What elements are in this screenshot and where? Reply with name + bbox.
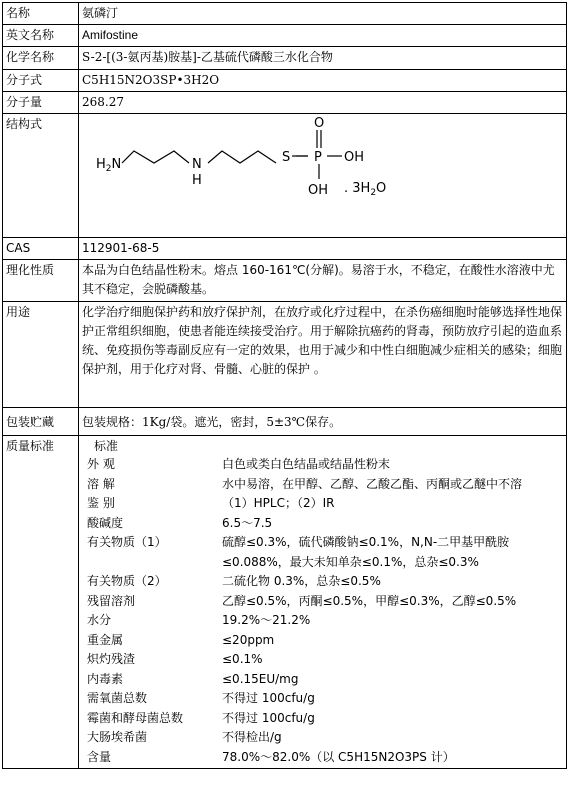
row-cas	[3, 238, 567, 260]
quality-item-value: 硫醇≤0.3%，硫代磷酸钠≤0.1%，N,N-二甲基甲酰胺≤0.088%，最大未知单杂≤0.1%，总杂≤0.3%	[222, 535, 510, 569]
quality-item-value: 水中易溶，在甲醇、乙醇、乙酸乙酯、丙酮或乙醚中不溶	[222, 476, 523, 491]
label-formula: 分子式	[3, 70, 79, 92]
quality-item-name: 残留溶剂	[87, 593, 136, 608]
value-quality	[79, 436, 567, 769]
value-cas: 112901-68-5	[79, 238, 567, 260]
quality-item-value: 白色或类白色结晶或结晶性粉末	[222, 457, 391, 471]
value-usage: 化学治疗细胞保护药和放疗保护剂，在放疗或化疗过程中，在杀伤癌细胞时能够选择性地保护正常组织细胞，使患者能连续接受治疗。用于解除抗癌药的肾毒，预防放疗引起的造血系统、免疫损伤等毒副反应有一定的效果，也用于减少和中性白细胞减少症相关的感染；细胞保护剂，用于化疗对肾、骨髓、心脏的保护 。	[79, 302, 567, 408]
quality-item-name: 含量	[87, 749, 112, 764]
quality-item-value: ≤0.15EU/mg	[222, 671, 299, 686]
label-cas: CAS	[3, 238, 79, 260]
quality-item-name: 内毒素	[87, 671, 124, 686]
quality-heading: 标准	[94, 439, 119, 453]
row-formula	[3, 70, 567, 92]
label-quality: 质量标准	[3, 436, 79, 769]
quality-item-name: 鉴 别	[87, 496, 115, 510]
quality-item-name: 有关物质（1）	[87, 535, 167, 549]
quality-item-name: 外 观	[87, 457, 115, 471]
quality-item-name: 有关物质（2）	[87, 574, 167, 588]
quality-item-value: 19.2%～21.2%	[222, 613, 311, 627]
atom-s: S	[282, 150, 291, 165]
row-structure	[3, 114, 567, 238]
structure-diagram	[82, 115, 412, 233]
quality-item-value: 6.5～7.5	[222, 515, 273, 530]
quality-item-value: 二硫化物 0.3%，总杂≤0.5%	[222, 574, 381, 588]
quality-item-name: 需氧菌总数	[87, 691, 148, 705]
value-english-name: Amifostine	[79, 25, 567, 47]
value-mol-weight: 268.27	[79, 92, 567, 114]
atom-oh-bottom: OH	[308, 183, 329, 198]
atom-o: O	[314, 116, 325, 131]
row-english-name	[3, 25, 567, 47]
label-usage: 用途	[3, 302, 79, 408]
water-label: . $3H_2O$	[344, 181, 387, 198]
quality-item-name: 大肠埃希菌	[87, 730, 148, 744]
value-formula: C5H15N2O3SP•3H2O	[79, 70, 567, 92]
label-structure: 结构式	[3, 114, 79, 238]
quality-item-name: 炽灼残渣	[87, 652, 136, 666]
specification-table	[2, 2, 567, 769]
atom-p: P	[314, 150, 322, 165]
quality-item-value: ≤20ppm	[222, 632, 275, 647]
row-packaging	[3, 408, 567, 436]
value-chem-name: S-2-[(3-氨丙基)胺基]-乙基硫代磷酸三水化合物	[79, 47, 567, 70]
quality-item-value: 乙醇≤0.5%，丙酮≤0.5%，甲醇≤0.3%，乙醇≤0.5%	[222, 593, 517, 608]
quality-item-value: 不得过 100cfu/g	[222, 710, 315, 725]
quality-item-value: 78.0%～82.0%（以 C5H15N2O3PS 计）	[222, 749, 455, 764]
row-usage	[3, 302, 567, 408]
atom-nh-h: H	[192, 173, 202, 188]
row-name	[3, 3, 567, 25]
quality-item-name: 水分	[87, 613, 112, 627]
label-chem-name: 化学名称	[3, 47, 79, 70]
quality-item-value: （1）HPLC；（2）IR	[222, 496, 335, 510]
quality-item-value: 不得过 100cfu/g	[222, 691, 315, 705]
atom-h2n: $H_2N$	[96, 157, 122, 174]
quality-item-value: 不得检出/g	[222, 730, 282, 744]
atom-nh-n: N	[192, 157, 202, 172]
quality-items	[82, 455, 563, 767]
label-properties: 理化性质	[3, 260, 79, 302]
label-packaging: 包装贮藏	[3, 408, 79, 436]
quality-item-value: ≤0.1%	[222, 652, 263, 666]
atom-oh-right: OH	[344, 150, 365, 165]
row-mol-weight	[3, 92, 567, 114]
value-structure	[79, 114, 567, 238]
quality-item-name: 溶 解	[87, 476, 115, 491]
label-english-name: 英文名称	[3, 25, 79, 47]
quality-item-name: 霉菌和酵母菌总数	[87, 710, 184, 725]
row-properties	[3, 260, 567, 302]
row-quality	[3, 436, 567, 769]
value-properties: 本品为白色结晶性粉末。熔点 160-161℃(分解)。易溶于水，不稳定，在酸性水溶液中尤其不稳定，会脱磷酸基。	[79, 260, 567, 302]
label-mol-weight: 分子量	[3, 92, 79, 114]
row-chem-name	[3, 47, 567, 70]
value-packaging: 包装规格：1Kg/袋。遮光，密封，5±3℃保存。	[79, 408, 567, 436]
value-name: 氨磷汀	[79, 3, 567, 25]
quality-item-name: 酸碱度	[87, 515, 124, 530]
label-name: 名称	[3, 3, 79, 25]
quality-item-name: 重金属	[87, 632, 124, 647]
